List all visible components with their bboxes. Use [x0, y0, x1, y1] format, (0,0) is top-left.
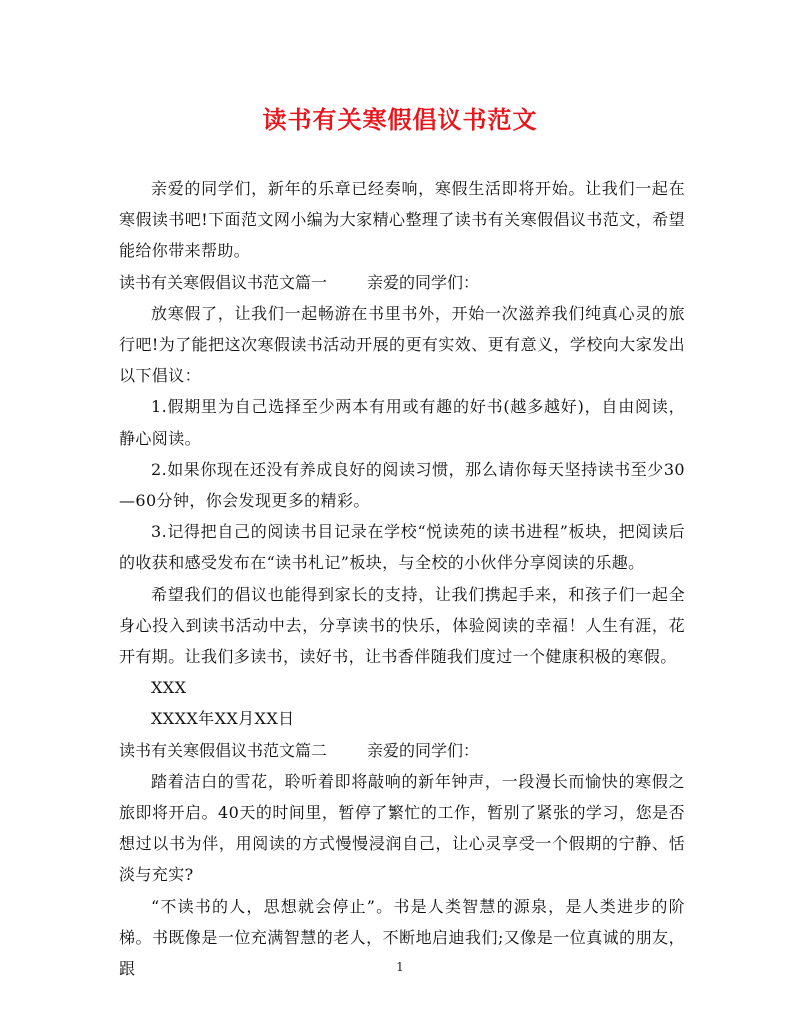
- body-paragraph: 放寒假了，让我们一起畅游在书里书外，开始一次滋养我们纯真心灵的旅行吧!为了能把这次寒假读书活动开展的更有实效、更有意义，学校向大家发出以下倡议：: [119, 303, 685, 386]
- date-line: XXXX年XX月XX日: [151, 709, 295, 729]
- section-one-heading: 读书有关寒假倡议书范文篇一: [119, 272, 328, 292]
- document-body: [119, 173, 685, 984]
- proposal-item-3: 3.记得把自己的阅读书目记录在学校“悦读苑的读书进程”板块，把阅读后的收获和感受发布在“读书札记”板块，与全校的小伙伴分享阅读的乐趣。: [119, 522, 685, 573]
- document-title: 读书有关寒假倡议书范文: [262, 105, 538, 134]
- closing-paragraph: 希望我们的倡议也能得到家长的支持，让我们携起手来，和孩子们一起全身心投入到读书活动中去，分享读书的快乐，体验阅读的幸福！人生有涯，花开有期。让我们多读书，读好书，让书香伴随我们度过一个健康积极的寒假。: [119, 584, 685, 667]
- signature: XXX: [151, 678, 187, 698]
- section-one-greeting: 亲爱的同学们：: [367, 272, 480, 292]
- proposal-item-2: 2.如果你现在还没有养成良好的阅读习惯，那么请你每天坚持读书至少30—60分钟，你会发现更多的精彩。: [119, 459, 685, 511]
- section-two-heading-line: [119, 735, 685, 766]
- page-number: 1: [396, 960, 404, 974]
- body-paragraph: “不读书的人，思想就会停止”。书是人类智慧的源泉，是人类进步的阶梯。书既像是一位充满智慧的老人，不断地启迪我们;又像是一位真诚的朋友，跟: [119, 896, 685, 979]
- body-paragraph: 踏着洁白的雪花，聆听着即将敲响的新年钟声，一段漫长而愉快的寒假之旅即将开启。40天的时间里，暂停了繁忙的工作，暂别了紧张的学习，您是否想过以书为伴，用阅读的方式慢慢浸润自己，让心灵享受一个假期的宁静、恬淡与充实?: [119, 771, 685, 885]
- section-two-heading: 读书有关寒假倡议书范文篇二: [119, 740, 328, 760]
- intro-paragraph: 亲爱的同学们，新年的乐章已经奏响，寒假生活即将开始。让我们一起在寒假读书吧!下面范文网小编为大家精心整理了读书有关寒假倡议书范文，希望能给你带来帮助。: [119, 179, 685, 261]
- proposal-item-1: 1.假期里为自己选择至少两本有用或有趣的好书(越多越好)，自由阅读，静心阅读。: [119, 397, 685, 448]
- section-two-greeting: 亲爱的同学们：: [367, 740, 480, 760]
- section-one-heading-line: [119, 267, 685, 298]
